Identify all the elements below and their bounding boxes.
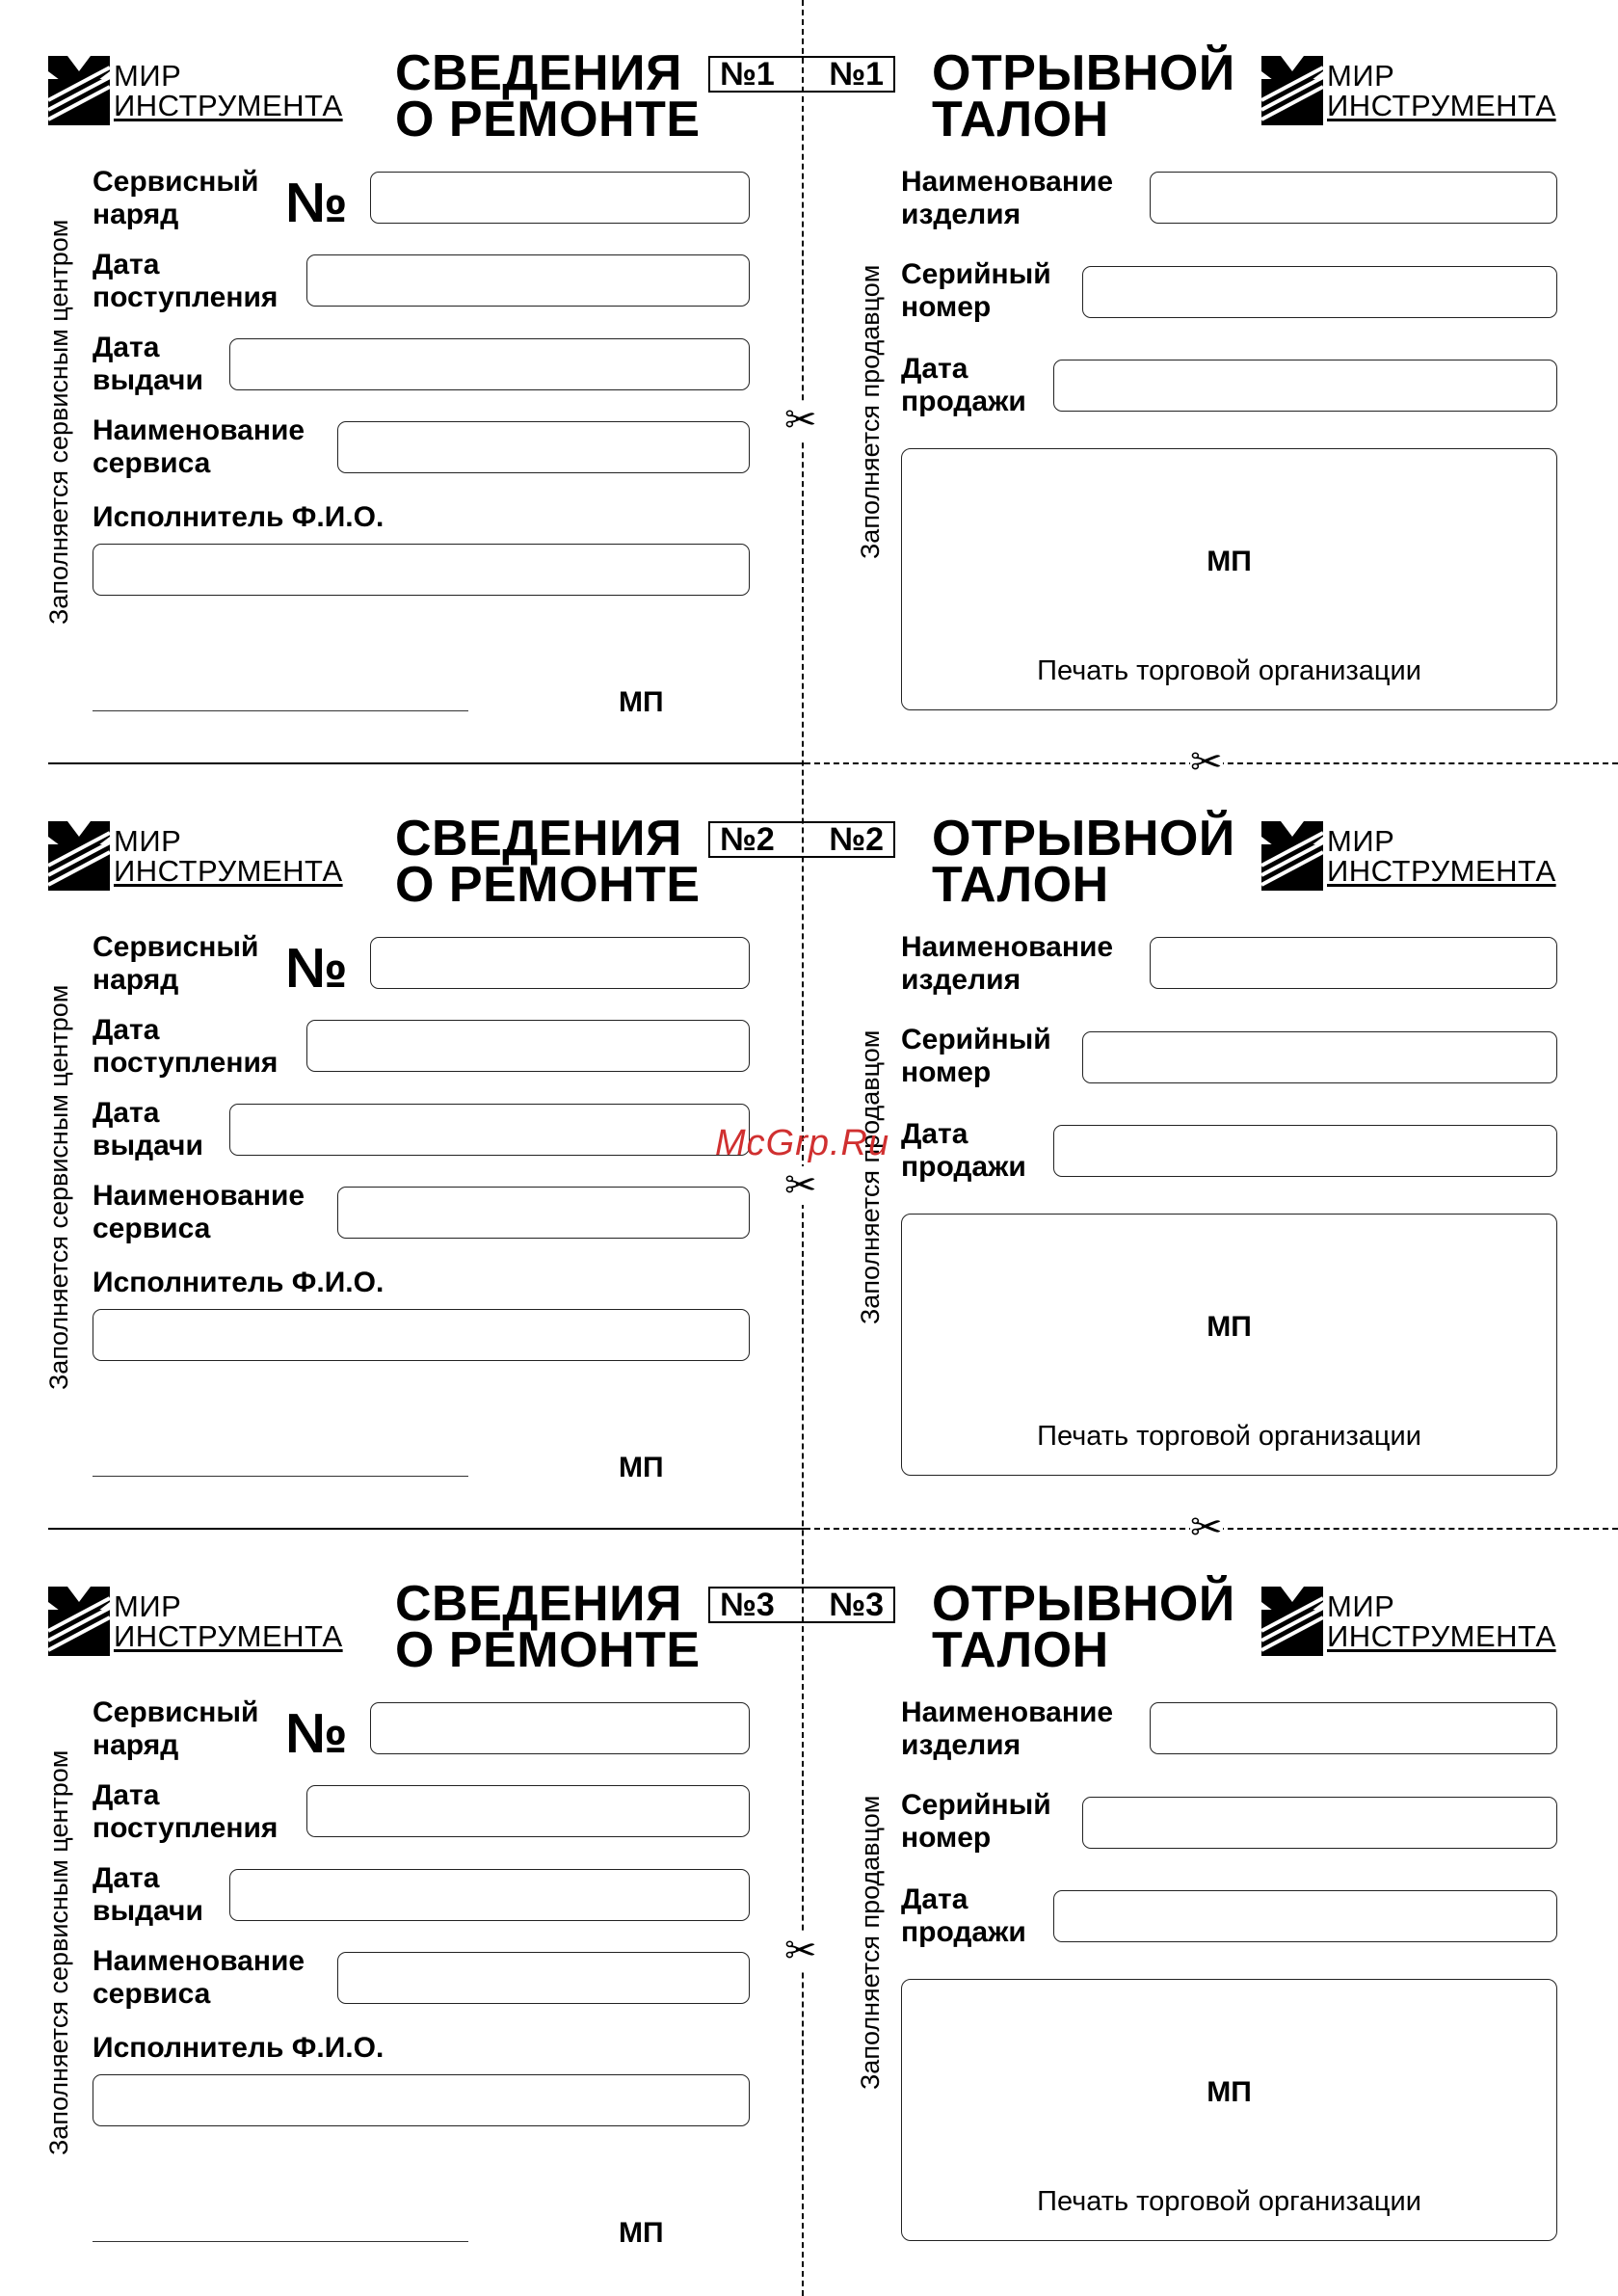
stamp-caption: Печать торговой организации [1037,2186,1421,2217]
stamp-mp: МП [1207,1311,1252,1343]
serial-number-label: Серийный номер [901,1789,1051,1854]
service-name-label: Наименование сервиса [93,1180,305,1244]
repair-mp: МП [619,686,664,718]
sale-date-label: Дата продажи [901,1883,1026,1948]
coupon-vertical-label: Заполняется продавцом [856,264,885,559]
issue-date-field[interactable] [229,1104,750,1156]
section-number-right: №1 [829,55,884,93]
section-1 [0,0,1618,758]
section-number-right: №2 [829,820,884,858]
coupon-vertical-label: Заполняется продавцом [856,1795,885,2090]
product-name-field[interactable] [1150,937,1557,989]
product-name-field[interactable] [1150,1702,1557,1754]
issue-date-label: Дата выдачи [93,1097,203,1161]
product-name-field[interactable] [1150,172,1557,224]
logo-line2: ИНСТРУМЕНТА [114,1619,343,1653]
number-box [708,56,895,93]
logo-stripes-icon [48,56,110,125]
logo-line2: ИНСТРУМЕНТА [114,89,343,122]
stamp-caption: Печать торговой организации [1037,1421,1421,1452]
stamp-area[interactable] [901,448,1557,710]
serial-number-field[interactable] [1082,1797,1557,1849]
section-number-left: №1 [720,55,775,93]
brand-logo [48,1587,343,1656]
logo-line2: ИНСТРУМЕНТА [1327,89,1556,122]
repair-mp: МП [619,1452,664,1483]
performer-field[interactable] [93,2074,750,2126]
sale-date-field[interactable] [1053,360,1557,412]
repair-title: СВЕДЕНИЯ О РЕМОНТЕ [395,1576,701,1678]
product-name-label: Наименование изделия [901,931,1114,996]
separator-line [48,762,805,764]
scissors-icon: ✂ [784,1930,817,1972]
repair-title: СВЕДЕНИЯ О РЕМОНТЕ [395,45,701,147]
product-name-label: Наименование изделия [901,1696,1114,1761]
coupon-title: ОТРЫВНОЙ ТАЛОН [932,811,1235,913]
service-name-label: Наименование сервиса [93,414,305,479]
performer-label: Исполнитель Ф.И.О. [93,501,385,533]
scissors-icon: ✂ [1190,1507,1223,1549]
issue-date-field[interactable] [229,1869,750,1921]
issue-date-field[interactable] [229,338,750,390]
logo-stripes-icon [1261,1587,1323,1656]
serial-number-field[interactable] [1082,1031,1557,1083]
number-box [708,821,895,858]
brand-logo [48,56,343,125]
order-label: Сервисный наряд [93,931,259,996]
serial-number-field[interactable] [1082,266,1557,318]
coupon-title: ОТРЫВНОЙ ТАЛОН [932,1576,1235,1678]
brand-logo [1261,1587,1556,1656]
signature-line [93,1476,468,1477]
logo-line2: ИНСТРУМЕНТА [1327,854,1556,888]
coupon-vertical-label: Заполняется продавцом [856,1029,885,1324]
received-date-label: Дата поступления [93,1014,279,1079]
received-date-field[interactable] [306,254,750,307]
service-name-label: Наименование сервиса [93,1945,305,2010]
section-number-left: №3 [720,1586,775,1623]
section-3 [0,1531,1618,2288]
logo-line1: МИР [114,59,182,93]
logo-stripes-icon [48,821,110,891]
repair-vertical-label: Заполняется сервисным центром [44,1749,73,2155]
performer-label: Исполнитель Ф.И.О. [93,1267,385,1298]
logo-line1: МИР [1327,59,1395,93]
received-date-label: Дата поступления [93,249,279,313]
scissors-icon: ✂ [784,1164,817,1207]
signature-line [93,710,468,711]
separator-line [48,1528,805,1530]
sale-date-label: Дата продажи [901,1118,1026,1183]
repair-mp: МП [619,2217,664,2249]
service-name-field[interactable] [337,1187,750,1239]
logo-line1: МИР [114,824,182,858]
signature-line [93,2241,468,2242]
scissors-icon: ✂ [1190,741,1223,784]
stamp-caption: Печать торговой организации [1037,655,1421,686]
performer-field[interactable] [93,544,750,596]
logo-stripes-icon [48,1587,110,1656]
section-number-right: №3 [829,1586,884,1623]
repair-title: СВЕДЕНИЯ О РЕМОНТЕ [395,811,701,913]
number-sign: № [285,1702,348,1765]
number-box [708,1587,895,1623]
logo-line2: ИНСТРУМЕНТА [114,854,343,888]
stamp-area[interactable] [901,1979,1557,2241]
order-label: Сервисный наряд [93,1696,259,1761]
issue-date-label: Дата выдачи [93,1862,203,1927]
sale-date-field[interactable] [1053,1890,1557,1942]
brand-logo [1261,56,1556,125]
logo-stripes-icon [1261,821,1323,891]
received-date-field[interactable] [306,1785,750,1837]
service-name-field[interactable] [337,421,750,473]
repair-vertical-label: Заполняется сервисным центром [44,984,73,1390]
sale-date-label: Дата продажи [901,353,1026,417]
received-date-field[interactable] [306,1020,750,1072]
stamp-area[interactable] [901,1214,1557,1476]
service-name-field[interactable] [337,1952,750,2004]
watermark: McGrp.Ru [715,1123,890,1163]
order-number-field[interactable] [370,1702,750,1754]
logo-stripes-icon [1261,56,1323,125]
coupon-title: ОТРЫВНОЙ ТАЛОН [932,45,1235,147]
issue-date-label: Дата выдачи [93,332,203,396]
number-sign: № [285,172,348,234]
brand-logo [48,821,343,891]
sale-date-field[interactable] [1053,1125,1557,1177]
performer-label: Исполнитель Ф.И.О. [93,2032,385,2064]
logo-line1: МИР [1327,1589,1395,1623]
scissors-icon: ✂ [784,399,817,441]
number-sign: № [285,937,348,1000]
order-number-field[interactable] [370,937,750,989]
brand-logo [1261,821,1556,891]
stamp-mp: МП [1207,2076,1252,2108]
order-number-field[interactable] [370,172,750,224]
section-number-left: №2 [720,820,775,858]
performer-field[interactable] [93,1309,750,1361]
order-label: Сервисный наряд [93,166,259,230]
stamp-mp: МП [1207,546,1252,577]
logo-line1: МИР [1327,824,1395,858]
serial-number-label: Серийный номер [901,1024,1051,1088]
received-date-label: Дата поступления [93,1779,279,1844]
serial-number-label: Серийный номер [901,258,1051,323]
logo-line1: МИР [114,1589,182,1623]
product-name-label: Наименование изделия [901,166,1114,230]
repair-vertical-label: Заполняется сервисным центром [44,219,73,625]
logo-line2: ИНСТРУМЕНТА [1327,1619,1556,1653]
